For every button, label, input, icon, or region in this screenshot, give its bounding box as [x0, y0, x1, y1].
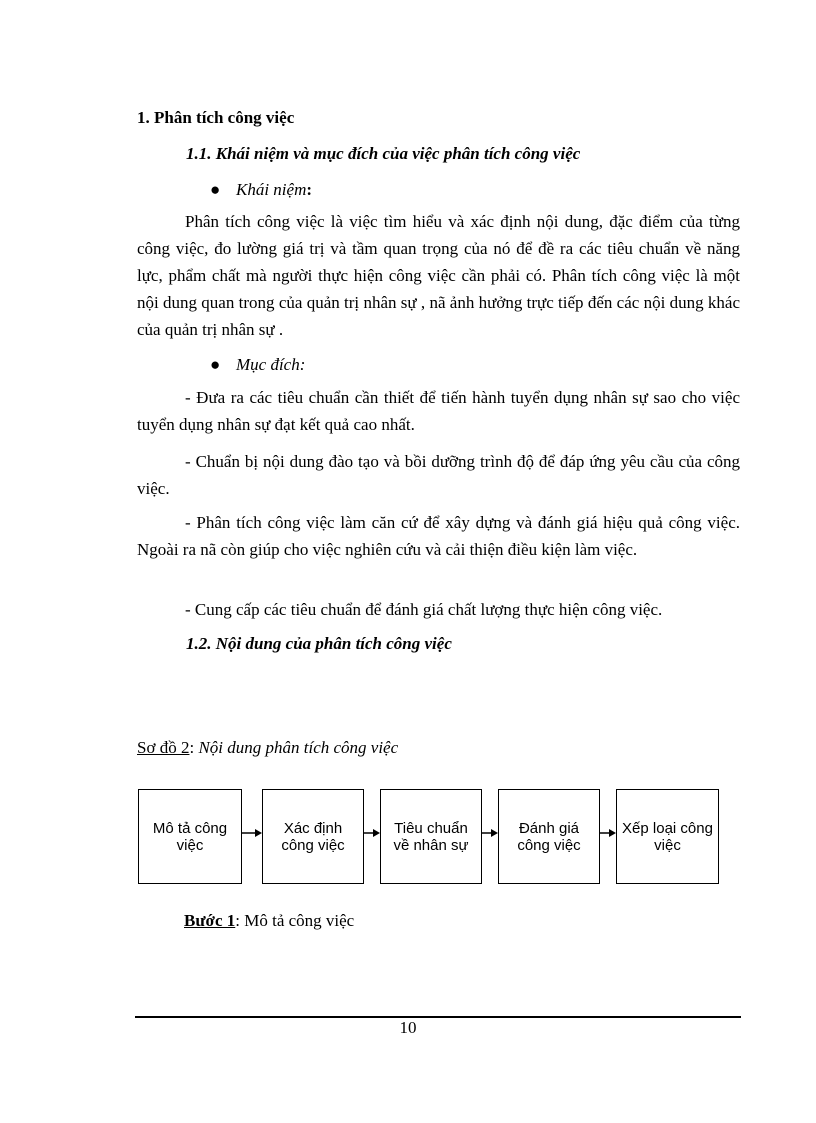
bullet-dot-icon: ● — [210, 180, 221, 199]
diagram-box-1: Mô tả công việc — [138, 789, 242, 884]
step-text: Mô tả công việc — [244, 911, 355, 930]
diagram-box-3: Tiêu chuẩn về nhân sự — [380, 789, 482, 884]
bullet-concept — [210, 180, 313, 200]
arrow-right-icon — [482, 828, 498, 838]
purpose-item-3: - Phân tích công việc làm căn cứ để xây dựng và đánh giá hiệu quả công việc. Ngoài ra nã còn giúp cho việc nghiên cứu và cải thiện điều kiện làm việc. — [137, 513, 740, 559]
bullet-purpose — [210, 355, 306, 375]
concept-paragraph: Phân tích công việc là việc tìm hiểu và xác định nội dung, đặc điểm của từng công việc, đo lường giá trị và tầm quan trọng của nó để đề ra các tiêu chuẩn về năng lực, phẩm chất mà người thực hiện công việc cần phải có. Phân tích công việc là một nội dung quan trong của quản trị nhân sự , nã ảnh hưởng trực tiếp đến các nội dung khác của quản trị nhân sự . — [137, 212, 740, 339]
concept-label: Khái niệm — [236, 180, 307, 199]
step-sep: : — [235, 911, 245, 930]
page-number: 10 — [399, 1018, 417, 1037]
diagram-caption-sep: : — [189, 738, 199, 757]
purpose-item-1: - Đưa ra các tiêu chuẩn cần thiết để tiến hành tuyển dụng nhân sự sao cho việc tuyển dụng nhân sự đạt kết quả cao nhất. — [137, 388, 740, 434]
section-heading-1-2: 1.2. Nội dung của phân tích công việc — [186, 634, 452, 653]
bullet-dot-icon: ● — [210, 355, 221, 374]
step-1-heading — [184, 911, 354, 931]
diagram-box-5: Xếp loại công việc — [616, 789, 719, 884]
arrow-right-icon — [364, 828, 380, 838]
purpose-item-4: - Cung cấp các tiêu chuẩn để đánh giá chất lượng thực hiện công việc. — [185, 600, 663, 619]
diagram-caption-title: Nội dung phân tích công việc — [198, 738, 399, 757]
diagram-caption — [137, 738, 398, 758]
purpose-item-2: - Chuẩn bị nội dung đào tạo và bồi dưỡng trình độ để đáp ứng yêu cầu của công việc. — [137, 452, 740, 498]
arrow-right-icon — [242, 828, 262, 838]
diagram-caption-label: Sơ đồ 2 — [137, 738, 190, 757]
step-label: Bước 1 — [184, 911, 236, 930]
section-heading-1: 1. Phân tích công việc — [137, 108, 295, 127]
concept-colon: : — [306, 180, 313, 199]
section-heading-1-1: 1.1. Khái niệm và mục đích của việc phân tích công việc — [186, 144, 581, 163]
diagram-box-2: Xác định công việc — [262, 789, 364, 884]
purpose-label: Mục đích: — [236, 355, 306, 374]
arrow-right-icon — [600, 828, 616, 838]
diagram-box-4: Đánh giá công việc — [498, 789, 600, 884]
